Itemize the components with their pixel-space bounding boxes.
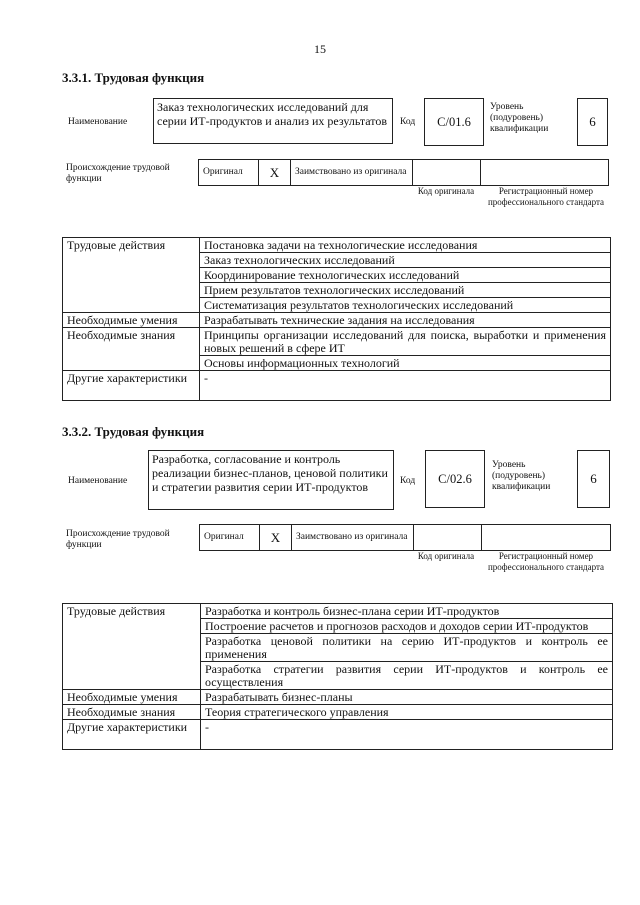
labor-action-item: Постановка задачи на технологические исследования: [200, 238, 611, 253]
origin-label: Происхождение трудовой функции: [66, 163, 170, 184]
function-name-box: Разработка, согласование и контроль реализации бизнес-планов, ценовой политики и стратегии развития серии ИТ-продуктов: [148, 450, 394, 510]
other-characteristics-value: -: [201, 720, 613, 750]
knowledge-label: Необходимые знания: [63, 705, 201, 720]
origin-table: [199, 524, 611, 551]
original-label: Оригинал: [199, 160, 259, 186]
labor-action-item: Координирование технологических исследований: [200, 268, 611, 283]
section-title-331: 3.3.1. Трудовая функция: [62, 70, 205, 85]
code-original-caption: Код оригинала: [417, 551, 475, 561]
reg-number-cell: [481, 160, 609, 186]
reg-number-caption: Регистрационный номер профессионального стандарта: [487, 186, 605, 207]
borrowed-label: Заимствовано из оригинала: [292, 525, 414, 551]
reg-number-cell: [482, 525, 611, 551]
knowledge-label: Необходимые знания: [63, 328, 200, 371]
labor-action-item: Разработка стратегии развития серии ИТ-продуктов и контроль ее осуществления: [201, 662, 613, 690]
function-name-box: Заказ технологических исследований для серии ИТ-продуктов и анализ их результатов: [153, 98, 393, 144]
code-label: Код: [400, 476, 416, 486]
borrowed-label: Заимствовано из оригинала: [291, 160, 413, 186]
code-label: Код: [400, 117, 416, 127]
skill-item: Разрабатывать бизнес-планы: [201, 690, 613, 705]
level-label: Уровень (подуровень) квалификации: [490, 102, 549, 134]
code-original-caption: Код оригинала: [417, 186, 475, 196]
function-details-table-331: [62, 237, 611, 401]
function-code-box: С/02.6: [425, 450, 485, 508]
knowledge-item: Принципы организации исследований для поиска, выработки и применения новых решений в сфере ИТ: [200, 328, 611, 356]
knowledge-item: Теория стратегического управления: [201, 705, 613, 720]
labor-actions-label: Трудовые действия: [63, 604, 201, 690]
name-label: Наименование: [68, 117, 128, 127]
other-characteristics-label: Другие характеристики: [63, 371, 200, 401]
labor-action-item: Построение расчетов и прогнозов расходов и доходов серии ИТ-продуктов: [201, 619, 613, 634]
original-x-mark: X: [259, 160, 291, 186]
skill-item: Разрабатывать технические задания на исследования: [200, 313, 611, 328]
labor-action-item: Прием результатов технологических исследований: [200, 283, 611, 298]
skills-label: Необходимые умения: [63, 690, 201, 705]
origin-label: Происхождение трудовой функции: [66, 529, 170, 550]
skills-label: Необходимые умения: [63, 313, 200, 328]
labor-actions-label: Трудовые действия: [63, 238, 200, 313]
labor-action-item: Заказ технологических исследований: [200, 253, 611, 268]
original-label: Оригинал: [200, 525, 260, 551]
labor-action-item: Разработка ценовой политики на серию ИТ-продуктов и контроль ее применения: [201, 634, 613, 662]
origin-table: [198, 159, 609, 186]
qualification-level-box: 6: [577, 98, 608, 146]
level-label: Уровень (подуровень) квалификации: [492, 460, 551, 492]
original-code-cell: [413, 160, 481, 186]
qualification-level-box: 6: [577, 450, 610, 508]
function-code-box: С/01.6: [424, 98, 484, 146]
labor-action-item: Систематизация результатов технологических исследований: [200, 298, 611, 313]
other-characteristics-label: Другие характеристики: [63, 720, 201, 750]
labor-action-item: Разработка и контроль бизнес-плана серии ИТ-продуктов: [201, 604, 613, 619]
page-number: 15: [314, 42, 326, 56]
original-x-mark: X: [260, 525, 292, 551]
section-title-332: 3.3.2. Трудовая функция: [62, 424, 205, 439]
other-characteristics-value: -: [200, 371, 611, 401]
knowledge-item: Основы информационных технологий: [200, 356, 611, 371]
function-details-table-332: [62, 603, 613, 750]
reg-number-caption: Регистрационный номер профессионального стандарта: [487, 551, 605, 572]
name-label: Наименование: [68, 476, 128, 486]
original-code-cell: [414, 525, 482, 551]
